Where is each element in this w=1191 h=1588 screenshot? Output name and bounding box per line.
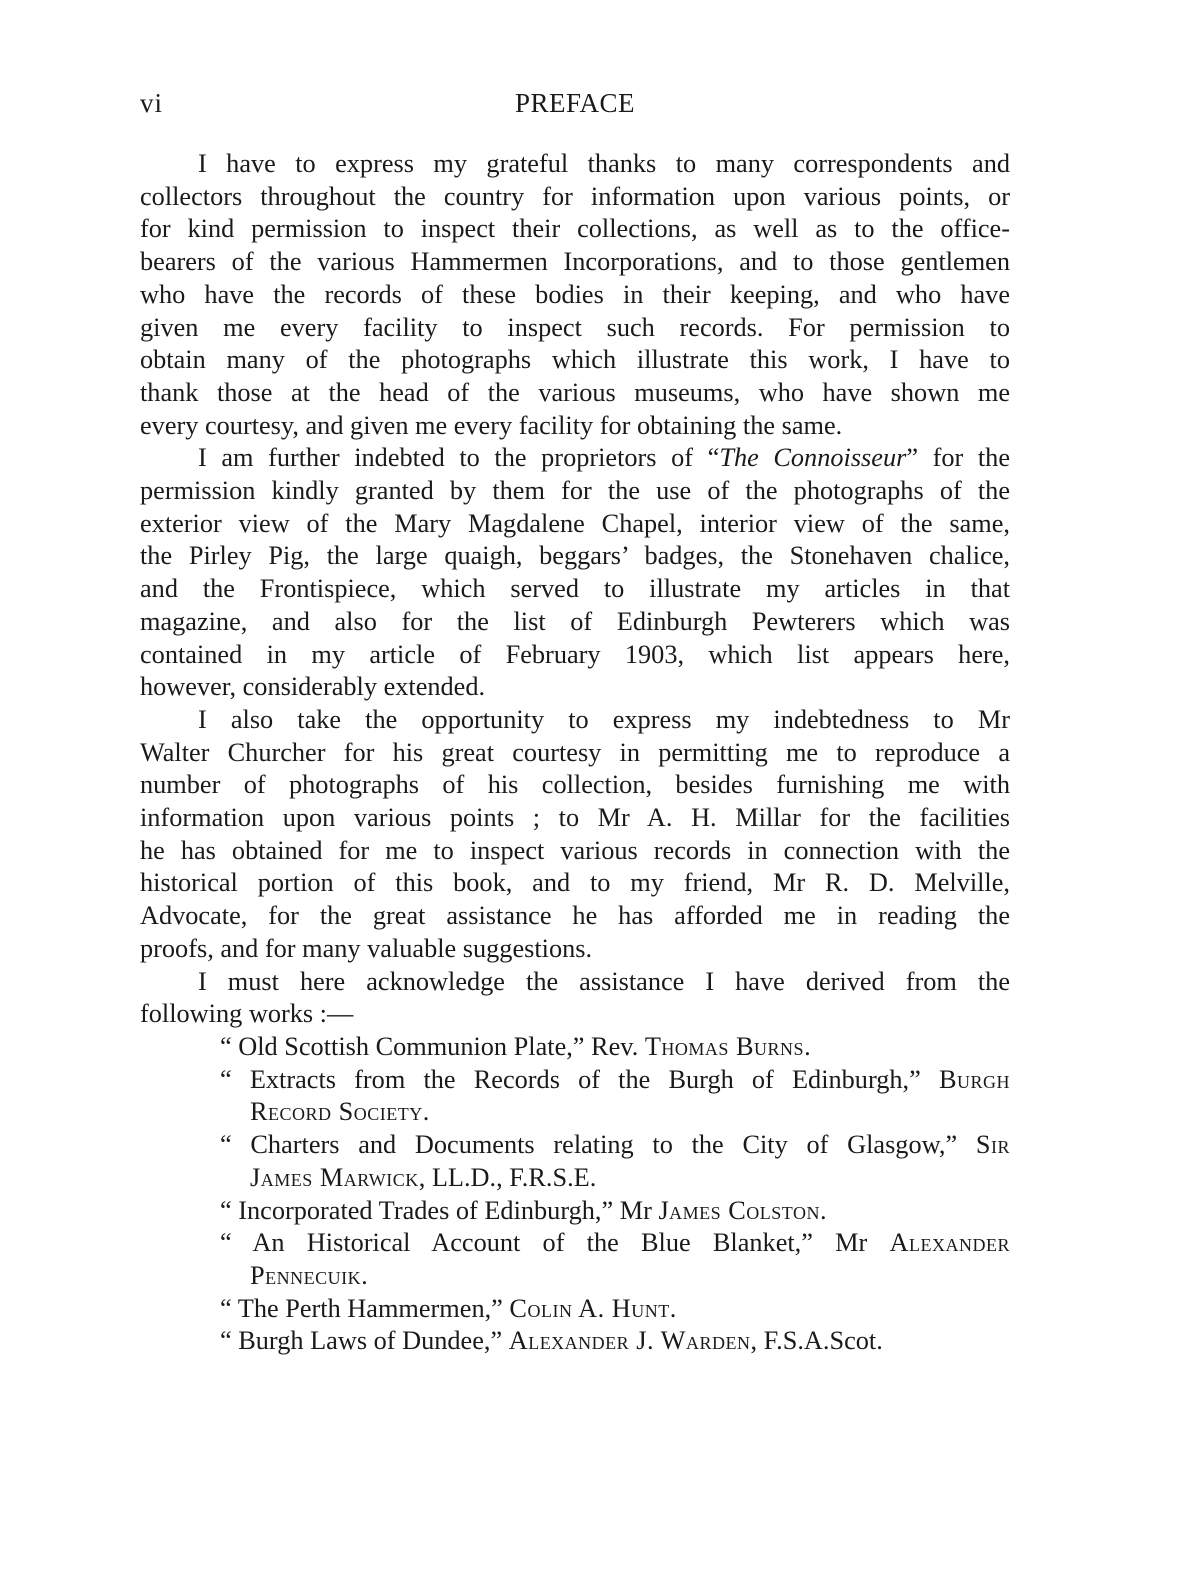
text-line: proofs, and for many valuable suggestions.	[140, 933, 593, 963]
work-suffix: .	[819, 1195, 827, 1225]
work-author-cont: Record Society	[250, 1097, 423, 1127]
text-line: I must here acknowledge the assistance I have derived from the	[198, 966, 1010, 996]
work-entry	[190, 1129, 1010, 1194]
text-line: every courtesy, and given me every facility for obtaining the same.	[140, 410, 843, 440]
work-title: “ The Perth Hammermen,”	[220, 1293, 510, 1323]
text-line	[220, 1162, 1010, 1195]
page-header	[140, 88, 1010, 124]
text-line: he has obtained for me to inspect various records in connection with the	[140, 835, 1010, 865]
work-title: “ An Historical Account of the Blue Blanket,” Mr	[220, 1228, 890, 1258]
text-line: however, considerably extended.	[140, 672, 486, 702]
works-list	[140, 1031, 1010, 1358]
work-title: “ Old Scottish Communion Plate,” Rev.	[220, 1031, 645, 1061]
work-author: Sir	[975, 1130, 1010, 1160]
text-line: Walter Churcher for his great courtesy in permitting me to reproduce a	[140, 737, 1010, 767]
work-suffix: .	[361, 1260, 368, 1290]
text-line	[220, 1260, 1010, 1293]
text-line	[140, 442, 1010, 475]
text-line: collectors throughout the country for information upon various points, or	[140, 181, 1010, 211]
text-line: contained in my article of February 1903, which list appears here,	[140, 639, 1010, 669]
text-line	[220, 1031, 1010, 1064]
preface-body	[140, 148, 1010, 1358]
text-line: who have the records of these bodies in their keeping, and who have	[140, 279, 1010, 309]
work-title: “ Burgh Laws of Dundee,”	[220, 1326, 509, 1356]
work-entry	[190, 1293, 1010, 1326]
text-line: permission kindly granted by them for the use of the photographs of the	[140, 476, 1010, 506]
text-line: I also take the opportunity to express my indebtedness to Mr	[198, 704, 1010, 734]
work-entry	[190, 1227, 1010, 1292]
paragraph-connoisseur	[140, 442, 1010, 704]
text-line	[220, 1096, 1010, 1129]
text-line: and the Frontispiece, which served to illustrate my articles in that	[140, 574, 1010, 604]
running-head: PREFACE	[514, 88, 636, 118]
text-line	[220, 1325, 1010, 1358]
text-segment: ” for the	[906, 443, 1011, 473]
text-line	[220, 1064, 1010, 1097]
paragraph-acknowledgement	[140, 966, 1010, 1031]
work-author-cont: Pennecuik	[250, 1260, 362, 1290]
text-line: I have to express my grateful thanks to many correspondents and	[198, 149, 1010, 178]
text-line	[220, 1195, 1010, 1228]
work-suffix: , F.S.A.Scot.	[750, 1326, 883, 1356]
work-title: “ Incorporated Trades of Edinburgh,” Mr	[220, 1195, 659, 1225]
work-entry	[190, 1064, 1010, 1129]
text-line: historical portion of this book, and to my friend, Mr R. D. Melville,	[140, 868, 1010, 898]
paragraph-indebtedness	[140, 704, 1010, 966]
text-line: given me every facility to inspect such records. For permission to	[140, 312, 1010, 342]
text-line: thank those at the head of the various museums, who have shown me	[140, 377, 1010, 407]
work-title: “ Charters and Documents relating to the City of Glasgow,”	[220, 1130, 976, 1160]
text-line: following works :—	[140, 999, 354, 1029]
work-title: “ Extracts from the Records of the Burgh of Edinburgh,”	[220, 1064, 939, 1094]
work-entry	[190, 1195, 1010, 1228]
paragraph-thanks	[140, 148, 1010, 442]
work-suffix: .	[669, 1293, 677, 1323]
text-line: Advocate, for the great assistance he has afforded me in reading the	[140, 901, 1010, 931]
text-line: for kind permission to inspect their collections, as well as to the office-	[140, 214, 1010, 244]
page-number: vi	[140, 88, 164, 118]
work-entry	[190, 1325, 1010, 1358]
text-line: number of photographs of his collection, besides furnishing me with	[140, 770, 1010, 800]
text-line	[220, 1129, 1010, 1162]
text-line: information upon various points ; to Mr A. H. Millar for the facilities	[140, 803, 1010, 833]
text-line: magazine, and also for the list of Edinburgh Pewterers which was	[140, 606, 1010, 636]
work-author-cont: James Marwick	[250, 1162, 419, 1192]
magazine-title: The Connoisseur	[719, 443, 907, 473]
work-author: James Colston	[658, 1195, 820, 1225]
text-line	[220, 1227, 1010, 1260]
work-entry	[190, 1031, 1010, 1064]
work-author: Alexander J. Warden	[508, 1326, 751, 1356]
work-author: Burgh	[938, 1064, 1010, 1094]
text-line: exterior view of the Mary Magdalene Chapel, interior view of the same,	[140, 508, 1010, 538]
work-suffix: .	[422, 1097, 430, 1127]
text-line: obtain many of the photographs which illustrate this work, I have to	[140, 345, 1010, 375]
work-author: Alexander	[889, 1228, 1010, 1258]
text-line	[220, 1293, 1010, 1326]
work-suffix: .	[804, 1031, 811, 1061]
text-segment: I am further indebted to the proprietors of “	[198, 443, 720, 473]
text-line: the Pirley Pig, the large quaigh, beggars’ badges, the Stonehaven chalice,	[140, 541, 1010, 571]
text-line: bearers of the various Hammermen Incorporations, and to those gentlemen	[140, 247, 1010, 277]
work-suffix: , LL.D., F.R.S.E.	[418, 1162, 597, 1192]
work-author: Thomas Burns	[644, 1031, 805, 1061]
work-author: Colin A. Hunt	[509, 1293, 670, 1323]
